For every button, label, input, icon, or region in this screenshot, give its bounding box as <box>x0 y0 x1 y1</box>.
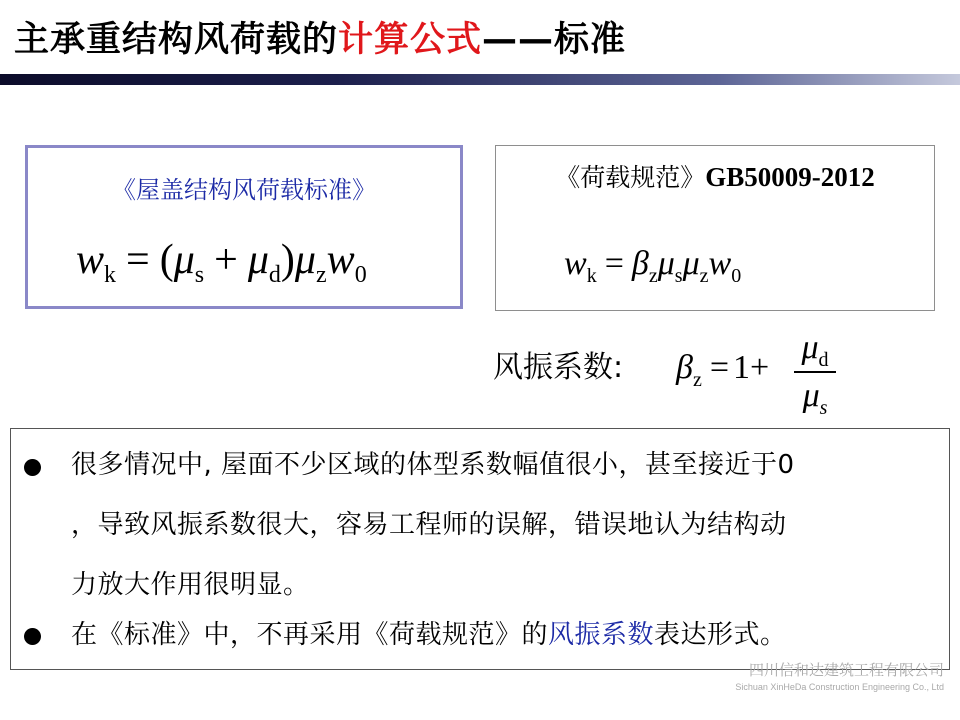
formula-paren: ) <box>280 237 295 283</box>
formula-symbol: μ <box>682 245 700 282</box>
code-box-title <box>496 158 934 194</box>
bullet-line <box>71 619 787 651</box>
formula-operator: = <box>126 237 150 283</box>
formula-symbol: w <box>326 237 355 283</box>
formula-operator: + <box>750 349 770 386</box>
formula-symbol: w <box>708 245 732 282</box>
title-divider <box>0 74 960 85</box>
formula-subscript: 0 <box>731 265 742 287</box>
code-title-cn: 《荷载规范》 <box>555 163 706 192</box>
formula-subscript: s <box>674 265 683 287</box>
formula-symbol: μ <box>173 237 195 283</box>
standard-formula <box>76 232 367 303</box>
formula-subscript: k <box>104 262 117 288</box>
bullet-dot <box>24 459 41 476</box>
bullet-line: 力放大作用很明显。 <box>71 570 310 600</box>
company-watermark <box>722 660 944 694</box>
bullet-dot <box>24 628 41 645</box>
code-title-number: GB50009-2012 <box>705 162 875 192</box>
page-title <box>14 12 626 68</box>
formula-subscript: z <box>648 265 658 287</box>
formula-number: 1 <box>733 349 751 386</box>
fraction-denominator: $\mu_s$ <box>802 377 828 419</box>
code-formula <box>564 240 741 300</box>
formula-symbol: w <box>564 245 587 282</box>
formula-symbol: μ <box>657 245 675 282</box>
formula-subscript: z <box>692 369 702 391</box>
bullet-highlight: 风振系数 <box>548 620 655 650</box>
standard-box-title: 《屋盖结构风荷载标准》 <box>112 176 376 204</box>
wind-vibration-lhs <box>676 346 769 402</box>
formula-paren: ( <box>159 237 174 283</box>
fraction-bar <box>794 371 836 373</box>
fraction-numerator: $\mu_d$ <box>801 329 829 371</box>
formula-symbol: w <box>76 237 105 283</box>
bullet-text: 在《标准》中，不再采用《荷载规范》的 <box>71 620 549 650</box>
formula-operator: = <box>604 245 624 282</box>
formula-symbol: μ <box>294 237 317 283</box>
formula-subscript: z <box>699 265 709 287</box>
formula-subscript: k <box>586 265 597 287</box>
watermark-cn: 四川信和达建筑工程有限公司 <box>748 661 944 679</box>
formula-symbol: μ <box>247 237 269 283</box>
standard-formula-box <box>25 145 463 309</box>
bullet-line: 很多情况中, 屋面不少区域的体型系数幅值很小，甚至接近于0 <box>71 450 795 480</box>
notes-box <box>10 428 950 670</box>
formula-subscript: d <box>268 262 281 288</box>
watermark-en: Sichuan XinHeDa Construction Engineering Co., Ltd <box>735 682 944 692</box>
code-formula-box <box>495 145 935 311</box>
formula-subscript: 0 <box>354 262 367 288</box>
formula-symbol: β <box>676 349 693 386</box>
formula-operator: = <box>709 349 730 386</box>
formula-subscript: s <box>194 262 205 288</box>
formula-operator: + <box>214 237 238 283</box>
title-highlight: 计算公式 <box>338 20 483 60</box>
wind-vibration-label: 风振系数: <box>493 350 624 385</box>
title-part3: ——标准 <box>482 20 627 60</box>
title-part1: 主承重结构风荷载的 <box>14 20 339 60</box>
bullet-line: ，导致风振系数很大，容易工程师的误解，错误地认为结构动 <box>71 510 787 540</box>
bullet-text: 表达形式。 <box>654 620 787 650</box>
formula-subscript: z <box>316 262 327 288</box>
formula-symbol: β <box>631 245 649 282</box>
